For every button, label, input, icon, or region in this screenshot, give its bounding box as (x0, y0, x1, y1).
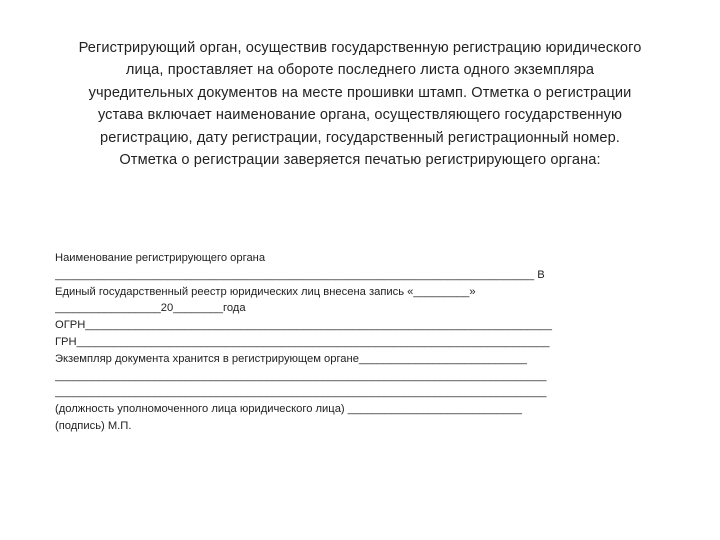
document-storage-line: Экземпляр документа хранится в регистрирующем органе___________________________ (55, 352, 527, 365)
blank-line: _______________________________________________________________________________ (55, 386, 547, 399)
signature-seal-line: (подпись) М.П. (55, 419, 132, 432)
intro-line: лица, проставляет на обороте последнего листа одного экземпляра (125, 62, 595, 79)
intro-line: Регистрирующий орган, осуществив государственную регистрацию юридического (78, 40, 642, 56)
registration-stamp-template (55, 250, 675, 435)
authorized-person-position-line: (должность уполномоченного лица юридического лица) ____________________________ (55, 403, 522, 416)
registering-authority-blank-line: _____________________________________________________________________________ В (55, 268, 545, 281)
registration-date-line: _________________20________года (55, 302, 246, 315)
registering-authority-label: Наименование регистрирующего органа (55, 252, 266, 264)
grn-line: ГРН____________________________________________________________________________ (55, 335, 550, 348)
intro-paragraph (34, 37, 686, 171)
ogrn-line: ОГРН___________________________________________________________________________ (55, 319, 552, 332)
intro-line: Отметка о регистрации заверяется печатью регистрирующего органа: (119, 152, 601, 169)
intro-line: регистрацию, дату регистрации, государственный регистрационный номер. (100, 129, 620, 146)
intro-line: учредительных документов на месте прошивки штамп. Отметка о регистрации (88, 84, 632, 101)
blank-line: _______________________________________________________________________________ (55, 369, 547, 382)
registry-entry-line: Единый государственный реестр юридических лиц внесена запись «_________» (55, 285, 476, 298)
intro-line: устава включает наименование органа, осуществляющего государственную (97, 107, 623, 124)
